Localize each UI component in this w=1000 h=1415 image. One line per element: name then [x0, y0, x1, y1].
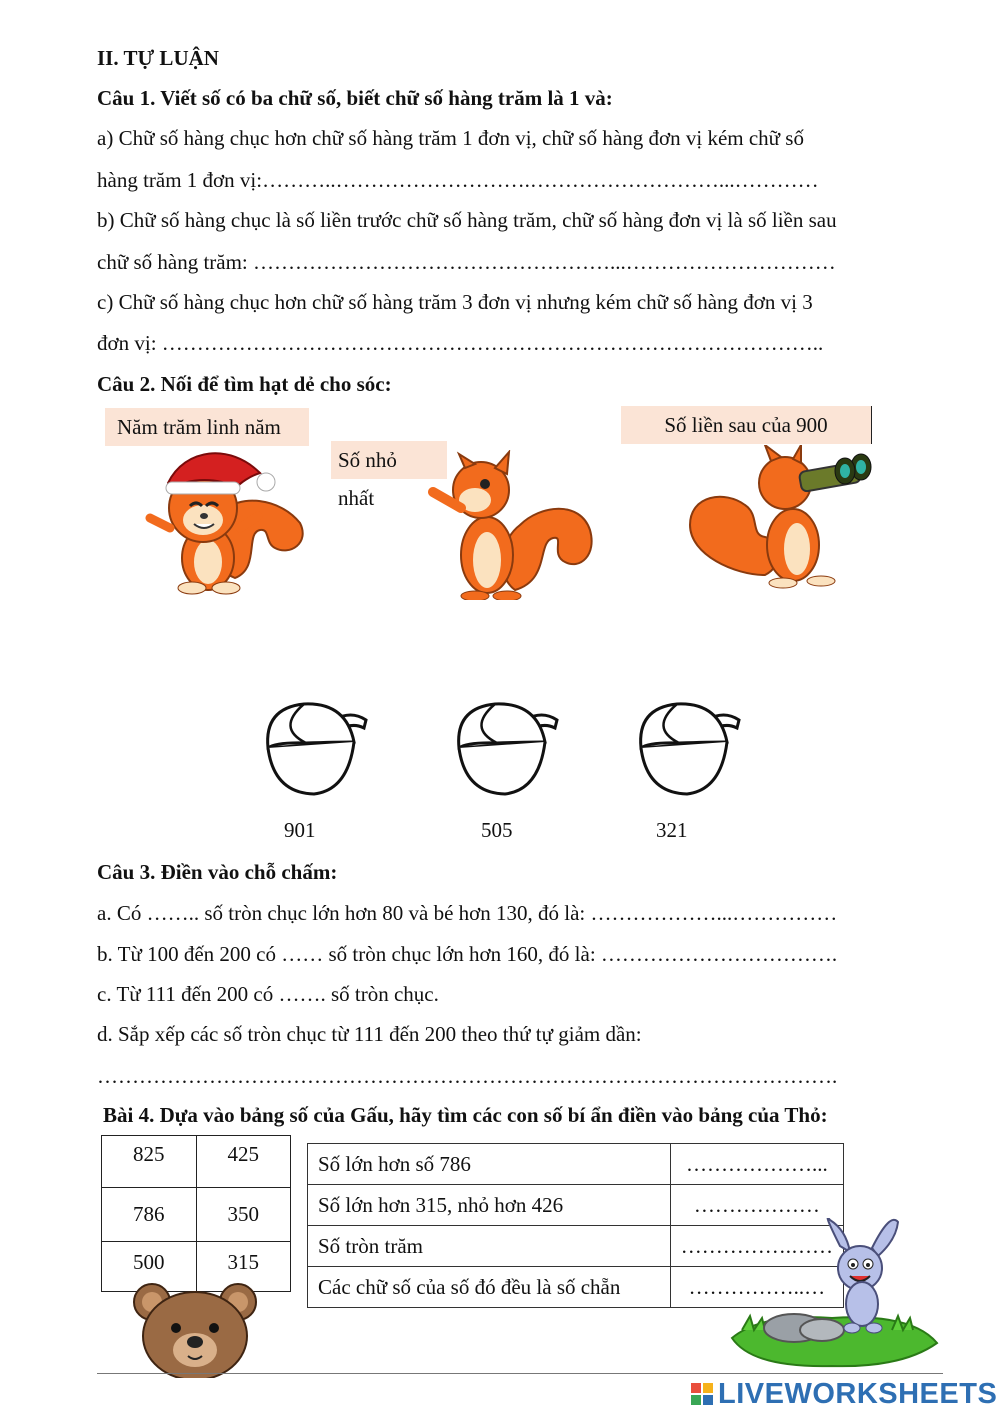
bear-cell: 500 — [102, 1242, 197, 1292]
acorn-number-321: 321 — [656, 818, 688, 842]
acorn-icon[interactable] — [629, 698, 747, 798]
bear-cell: 786 — [102, 1188, 197, 1242]
q1-b-line1: b) Chữ số hàng chục là số liền trước chữ số hàng trăm, chữ số hàng đơn vị là số liền sau — [97, 208, 837, 232]
rabbit-row-answer[interactable]: …………….…… — [670, 1226, 843, 1267]
q1-b-line2[interactable]: chữ số hàng trăm: ……………………………………………...………………………… — [97, 250, 836, 274]
acorn-number-901: 901 — [284, 818, 316, 842]
label-nam-tram-linh-nam[interactable]: Năm trăm linh năm — [105, 408, 309, 446]
rabbit-row-answer[interactable]: ………………... — [670, 1144, 843, 1185]
q3-title: Câu 3. Điền vào chỗ chấm: — [97, 860, 338, 884]
rabbit-row-label: Số tròn trăm — [308, 1226, 671, 1267]
q3-d: d. Sắp xếp các số tròn chục từ 111 đến 200 theo thứ tự giảm dần: — [97, 1022, 642, 1046]
acorn-icon[interactable] — [447, 698, 565, 798]
q3-d-answer-line[interactable]: ……………………………………………………………………………………………. — [97, 1064, 838, 1088]
rabbit-icon — [722, 1218, 942, 1368]
q3-c[interactable]: c. Từ 111 đến 200 có ……. số tròn chục. — [97, 982, 439, 1006]
rabbit-row-label: Số lớn hơn 315, nhỏ hơn 426 — [308, 1185, 671, 1226]
bear-number-table — [101, 1135, 291, 1292]
section-title: II. TỰ LUẬN — [97, 46, 219, 70]
table-row — [308, 1144, 844, 1185]
q1-a-line1: a) Chữ số hàng chục hơn chữ số hàng trăm 1 đơn vị, chữ số hàng đơn vị kém chữ số — [97, 126, 804, 150]
acorn-icon[interactable] — [256, 698, 374, 798]
label-so-lien-sau-900[interactable]: Số liền sau của 900 — [621, 406, 872, 444]
rabbit-row-label: Các chữ số của số đó đều là số chẵn — [308, 1267, 671, 1308]
bear-cell: 825 — [102, 1136, 197, 1188]
squirrel-binoculars — [685, 445, 880, 590]
squirrel-santa-hat — [140, 448, 315, 598]
q3-b[interactable]: b. Từ 100 đến 200 có …… số tròn chục lớn hơn 160, đó là: ……………………………. — [97, 942, 838, 966]
rabbit-row-label: Số lớn hơn số 786 — [308, 1144, 671, 1185]
q1-title: Câu 1. Viết số có ba chữ số, biết chữ số hàng trăm là 1 và: — [97, 86, 613, 110]
bear-cell: 315 — [196, 1242, 291, 1292]
q1-a-line2[interactable]: hàng trăm 1 đơn vị:………..……………………….………………………...………… — [97, 168, 819, 192]
liveworksheets-brand: LIVEWORKSHEETS — [718, 1378, 998, 1410]
rabbit-row-answer[interactable]: ……………..… — [670, 1267, 843, 1308]
footer-divider — [97, 1373, 943, 1374]
bear-icon — [130, 1278, 260, 1378]
rabbit-row-answer[interactable]: ……………… — [670, 1185, 843, 1226]
q4-title: Bài 4. Dựa vào bảng số của Gấu, hãy tìm các con số bí ẩn điền vào bảng của Thỏ: — [103, 1103, 828, 1127]
label-so-nho-nhat[interactable]: Số nhỏ nhất — [331, 441, 447, 479]
q1-c-line1: c) Chữ số hàng chục hơn chữ số hàng trăm 3 đơn vị nhưng kém chữ số hàng đơn vị 3 — [97, 290, 813, 314]
bear-cell: 425 — [196, 1136, 291, 1188]
q1-c-line2[interactable]: đơn vị: ………………………………………………………………………………….. — [97, 331, 824, 355]
q3-a[interactable]: a. Có …….. số tròn chục lớn hơn 80 và bé hơn 130, đó là: ………………...…………… — [97, 901, 838, 925]
squirrel-pointing — [425, 450, 600, 600]
q2-title: Câu 2. Nối để tìm hạt dẻ cho sóc: — [97, 372, 392, 396]
liveworksheets-logo-icon — [690, 1382, 714, 1406]
acorn-number-505: 505 — [481, 818, 513, 842]
bear-cell: 350 — [196, 1188, 291, 1242]
liveworksheets-logo — [690, 1378, 997, 1411]
